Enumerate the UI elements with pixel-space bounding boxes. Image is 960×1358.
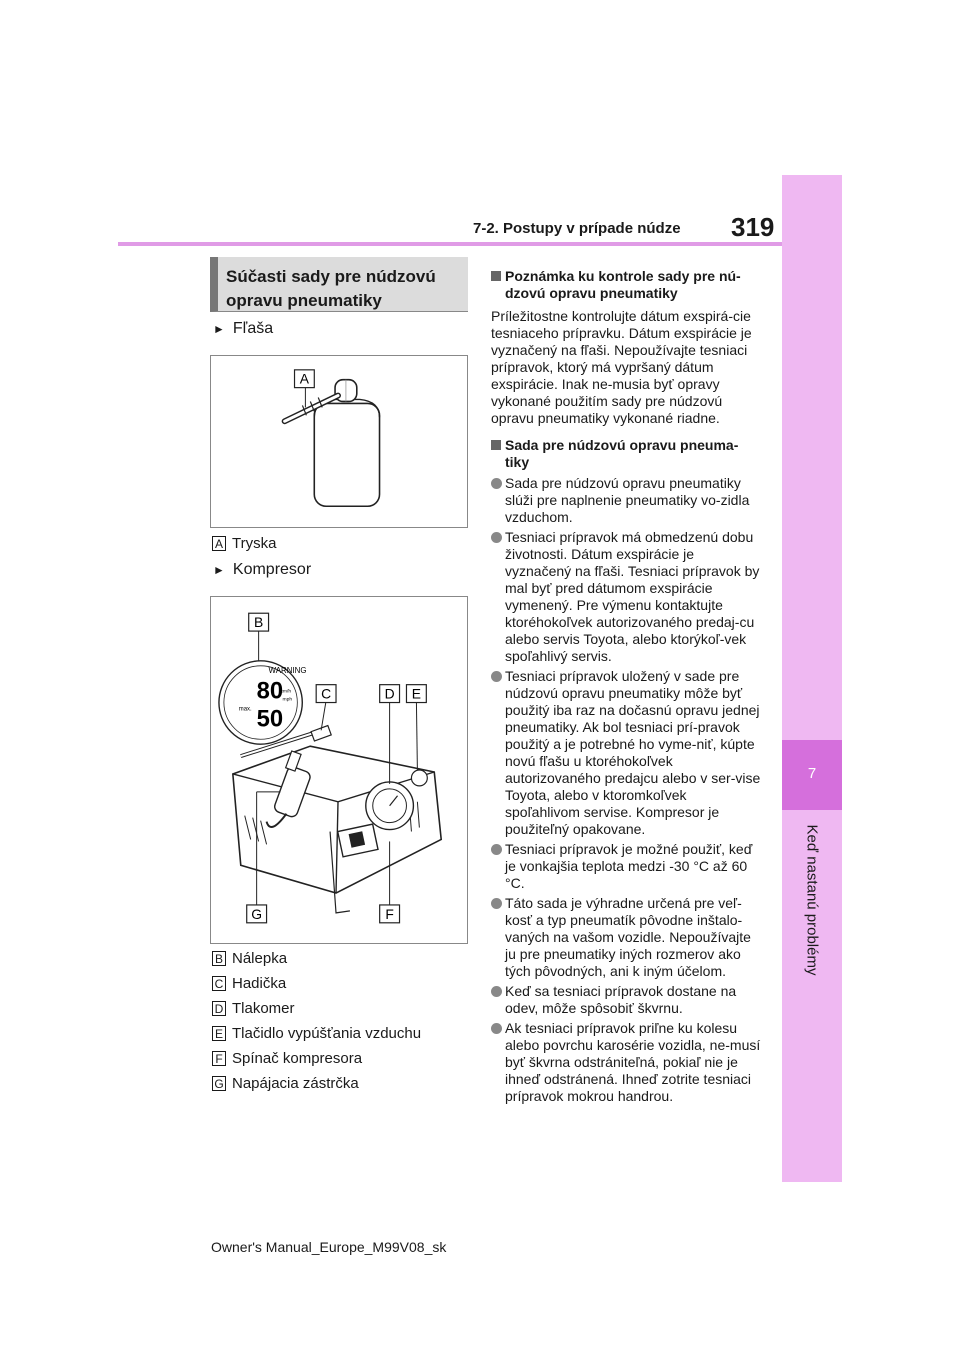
legend-e: [212, 1025, 421, 1042]
legend-b: [212, 950, 287, 967]
svg-text:max.: max.: [238, 706, 252, 713]
header-rule: [118, 242, 783, 246]
section-heading-line1: Súčasti sady pre núdzovú: [226, 267, 436, 286]
legend-text: Napájacia zástrčka: [232, 1075, 359, 1092]
note-bullet: Ak tesniaci prípravok priľne ku kolesu alebo povrchu karosérie vozidla, ne-musí byť škvrna odstrániteľná, pokiaľ nie je ihneď odstránená. Ihneď zotrite tesniaci prípravok mokrou handrou.: [491, 1020, 761, 1105]
legend-g: [212, 1075, 359, 1092]
notes-column: [491, 268, 761, 1105]
compressor-title: [213, 561, 311, 579]
legend-key: G: [212, 1076, 226, 1091]
legend-d: [212, 1000, 295, 1017]
compressor-body: [233, 726, 441, 913]
section-heading-line2: opravu pneumatiky: [226, 291, 382, 310]
legend-text: Spínač kompresora: [232, 1050, 363, 1067]
svg-text:80: 80: [256, 677, 284, 705]
note-bullet: Tesniaci prípravok má obmedzenú dobu životnosti. Dátum exspirácie je vyznačený na fľaši. Tesniaci prípravok by mal byť pred dátumom exspirácie vymenený. Pre výmenu kontaktujte ktoréhokoľvek autorizovaného predaj-cu alebo servis Toyota, alebo ktorýkoľ-vek spoľahlivý servis.: [491, 529, 761, 665]
chapter-title: 7-2. Postupy v prípade núdze: [473, 220, 681, 237]
bottle-figure: [210, 355, 468, 528]
bottle-title: [213, 320, 273, 338]
callout-f: F: [385, 905, 394, 922]
legend-text: Hadička: [232, 975, 287, 992]
side-tab-label: Keď nastanú problémy: [803, 824, 821, 976]
legend-text: Tlačidlo vypúšťania vzduchu: [232, 1025, 422, 1042]
footer-text: Owner's Manual_Europe_M99V08_sk: [211, 1239, 447, 1255]
note-heading-check: Poznámka ku kontrole sady pre nú-dzovú opravu pneumatiky: [491, 268, 761, 302]
svg-text:WARNING: WARNING: [268, 665, 307, 675]
compressor-title-text: Kompresor: [232, 561, 312, 578]
side-tab: [782, 175, 842, 1182]
legend-text: Tryska: [232, 535, 277, 552]
note-bullet: Tesniaci prípravok uložený v sade pre núdzovú opravu pneumatiky môže byť použitý iba raz na dočasnú opravu jednej pneumatiky. Ak bol tesniaci prí-pravok použitý a je potrebné ho vyme-niť, kúpte novú fľašu u ktoréhokoľvek autorizovaného predajcu alebo v ser-vise Toyota, alebo v ktoromkoľvek spoľahlivom servise. Kompresor je použiteľný opakovane.: [491, 668, 761, 838]
callout-e: E: [411, 685, 422, 702]
side-tab-number: 7: [807, 765, 817, 782]
note-heading-kit: Sada pre núdzovú opravu pneuma-tiky: [491, 437, 761, 471]
svg-text:km/h: km/h: [280, 689, 292, 695]
legend-text: Nálepka: [232, 950, 288, 967]
compressor-figure: [210, 596, 468, 944]
note-bullet: Sada pre núdzovú opravu pneumatiky slúži pre naplnenie pneumatiky vo-zidla vzduchom.: [491, 475, 761, 526]
legend-key: E: [212, 1026, 226, 1041]
bottle-illustration: [211, 356, 467, 527]
note-bullet: Keď sa tesniaci prípravok dostane na odev, môže spôsobiť škvrnu.: [491, 983, 761, 1017]
legend-c: [212, 975, 286, 992]
arrow-right-icon: ►: [213, 563, 225, 577]
legend-f: [212, 1050, 362, 1067]
note-paragraph-check: Príležitostne kontrolujte dátum exspirá-cie tesniaceho prípravku. Dátum exspirácie je vyznačený na fľaši. Nepoužívajte tesniaci prípravok, ktorý má vypršaný dátum exspirácie. Inak ne-musia byť opravy vykonané použitím sady pre núdzovú opravu pneumatiky vykonané riadne.: [491, 308, 752, 426]
callout-a: A: [299, 370, 310, 387]
legend-a: [212, 535, 276, 552]
warning-sticker: [219, 627, 307, 744]
compressor-illustration: [211, 597, 467, 943]
legend-text: Tlakomer: [232, 1000, 295, 1017]
bottle-title-text: Fľaša: [232, 320, 274, 337]
note-bullet: Táto sada je výhradne určená pre veľ-kosť a typ pneumatík pôvodne inštalo-vaných na vašom vozidle. Nepoužívajte ju pre pneumatiky iných rozmerov ako tých pôvodných, ani k iným účelom.: [491, 895, 761, 980]
callout-c: C: [321, 685, 332, 702]
legend-key: C: [212, 976, 226, 991]
legend-key: D: [212, 1001, 226, 1016]
note-bullet: Tesniaci prípravok je možné použiť, keď je vonkajšia teplota medzi -30 °C až 60 °C.: [491, 841, 761, 892]
legend-key: A: [212, 536, 226, 551]
section-heading: [210, 257, 468, 312]
arrow-right-icon: ►: [213, 322, 225, 336]
svg-text:mph: mph: [282, 697, 293, 703]
svg-text:50: 50: [256, 705, 284, 733]
legend-key: B: [212, 951, 226, 966]
callout-d: D: [384, 685, 395, 702]
callout-b: B: [253, 614, 264, 631]
legend-key: F: [212, 1051, 226, 1066]
page-number: 319: [731, 212, 775, 242]
callout-g: G: [251, 905, 263, 922]
